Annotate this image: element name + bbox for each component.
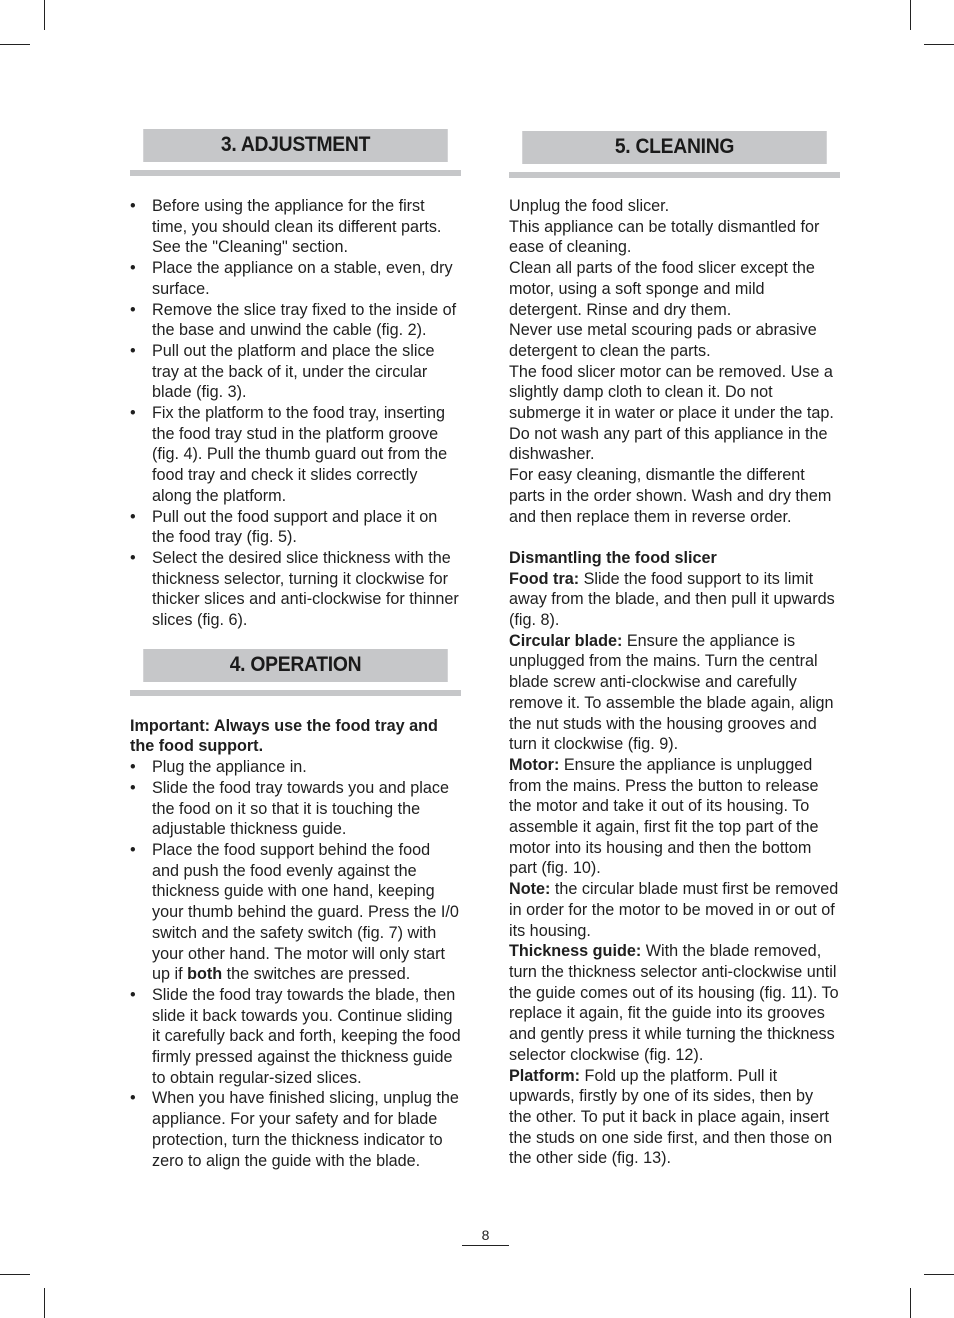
paragraph: Never use metal scouring pads or abrasive detergent to clean the parts.	[509, 321, 817, 360]
page-number: 8	[462, 1226, 509, 1246]
adjustment-list	[130, 196, 461, 631]
list-item: • Pull out the platform and place the slice tray at the back of it, under the circular blade (fig. 3).	[130, 341, 461, 403]
crop-mark	[910, 0, 911, 30]
part-text: Slide the food support to its limit away from the blade, and then pull it upwards (fig. 8).	[509, 569, 835, 630]
adjustment-heading: 3. ADJUSTMENT	[143, 129, 448, 162]
crop-mark	[910, 1288, 911, 1318]
operation-important-note: Important: Always use the food tray and the food support.	[130, 716, 438, 756]
part-paragraph	[509, 631, 840, 755]
paragraph: This appliance can be totally dismantled for ease of cleaning.	[509, 217, 820, 257]
list-item	[130, 840, 461, 985]
crop-mark	[924, 1274, 954, 1275]
cleaning-body	[509, 196, 840, 1169]
list-item: • Select the desired slice thickness with the thickness selector, turning it clockwise for thicker slices and anti-clockwise for thinner slices (fig. 6).	[130, 548, 461, 631]
part-paragraph	[509, 569, 840, 631]
part-label: Thickness guide:	[509, 942, 642, 961]
list-item: • Place the appliance on a stable, even, dry surface.	[130, 258, 461, 299]
list-item-text: the switches are pressed.	[222, 965, 411, 984]
part-text: With the blade removed, turn the thickness selector anti-clockwise until the guide comes out of its housing (fig. 11). To replace it again, fit the guide into its grooves and gently press it while turning the thickness selector clockwise (fig. 12).	[509, 942, 839, 1064]
list-item-text: Place the food support behind the food and push the food evenly against the thickness guide with one hand, keeping your thumb behind the guard. Press the I/0 switch and the safety switch (fig. 7) with your other hand. The motor will only start up if	[152, 840, 459, 984]
list-item: • Plug the appliance in.	[130, 757, 461, 778]
part-text: the circular blade must first be removed in order for the motor to be moved in or out of its housing.	[509, 880, 839, 940]
part-text: Fold up the platform. Pull it upwards, firstly by one of its sides, then by the other. To put it back in place again, insert the studs on one side first, and then those on the other side (fig. 13).	[509, 1066, 833, 1168]
header-rule	[509, 172, 840, 178]
adjustment-section	[130, 129, 461, 631]
emphasis-text: both	[187, 965, 223, 984]
part-label: Note:	[509, 880, 551, 899]
part-text: Ensure the appliance is unplugged from the mains. Turn the central blade screw anti-clockwise and carefully remove it. To assemble the blade again, align the nut studs with the housing grooves and turn it clockwise (fig. 9).	[509, 631, 834, 754]
list-item: • When you have finished slicing, unplug the appliance. For your safety and for blade protection, turn the thickness indicator to zero to align the guide with the blade.	[130, 1088, 461, 1171]
part-label: Food tra:	[509, 569, 580, 588]
list-item: • Remove the slice tray fixed to the inside of the base and unwind the cable (fig. 2).	[130, 300, 461, 341]
paragraph: Do not wash any part of this appliance in the dishwasher.	[509, 424, 828, 464]
crop-mark	[0, 1274, 30, 1275]
crop-mark	[0, 44, 30, 45]
list-item: • Before using the appliance for the first time, you should clean its different parts. See the "Cleaning" section.	[130, 196, 461, 258]
header-rule	[130, 170, 461, 176]
cleaning-heading: 5. CLEANING	[522, 131, 827, 164]
part-paragraph	[509, 941, 840, 1065]
part-label: Motor:	[509, 755, 560, 774]
part-label: Platform:	[509, 1066, 581, 1085]
list-item: • Slide the food tray towards the blade, then slide it back towards you. Continue sliding it carefully back and forth, keeping the food firmly pressed against the thickness guide to obtain regular-sized slices.	[130, 985, 461, 1089]
list-item: • Slide the food tray towards you and place the food on it so that it is touching the adjustable thickness guide.	[130, 778, 461, 840]
right-column	[509, 131, 840, 1169]
part-paragraph	[509, 755, 840, 879]
list-item: • Pull out the food support and place it on the food tray (fig. 5).	[130, 507, 461, 548]
part-paragraph	[509, 1066, 840, 1170]
operation-section	[130, 649, 461, 1171]
paragraph: Clean all parts of the food slicer except the motor, using a soft sponge and mild detergent. Rinse and dry them.	[509, 259, 815, 319]
part-label: Circular blade:	[509, 631, 623, 650]
crop-mark	[924, 44, 954, 45]
crop-mark	[44, 1288, 45, 1318]
list-item: • Fix the platform to the food tray, inserting the food tray stud in the platform groove (fig. 4). Pull the thumb guard out from the food tray and check it slides correctly along the platform.	[130, 403, 461, 507]
crop-mark	[44, 0, 45, 30]
dismantling-subheading: Dismantling the food slicer	[509, 548, 717, 567]
paragraph: Unplug the food slicer.	[509, 197, 670, 215]
paragraph: The food slicer motor can be removed. Use a slightly damp cloth to clean it. Do not submerge it in water or place it under the tap.	[509, 362, 834, 423]
left-column	[130, 129, 461, 1171]
part-text: Ensure the appliance is unplugged from the mains. Press the button to release the motor and take it out of its housing. To assemble it again, first fit the top part of the motor into its housing and then the bottom part (fig. 10).	[509, 755, 819, 878]
part-paragraph	[509, 879, 840, 941]
operation-heading: 4. OPERATION	[143, 649, 448, 682]
header-rule	[130, 690, 461, 696]
paragraph: For easy cleaning, dismantle the different parts in the order shown. Wash and dry them and then replace them in reverse order.	[509, 466, 832, 526]
operation-list	[130, 757, 461, 1171]
